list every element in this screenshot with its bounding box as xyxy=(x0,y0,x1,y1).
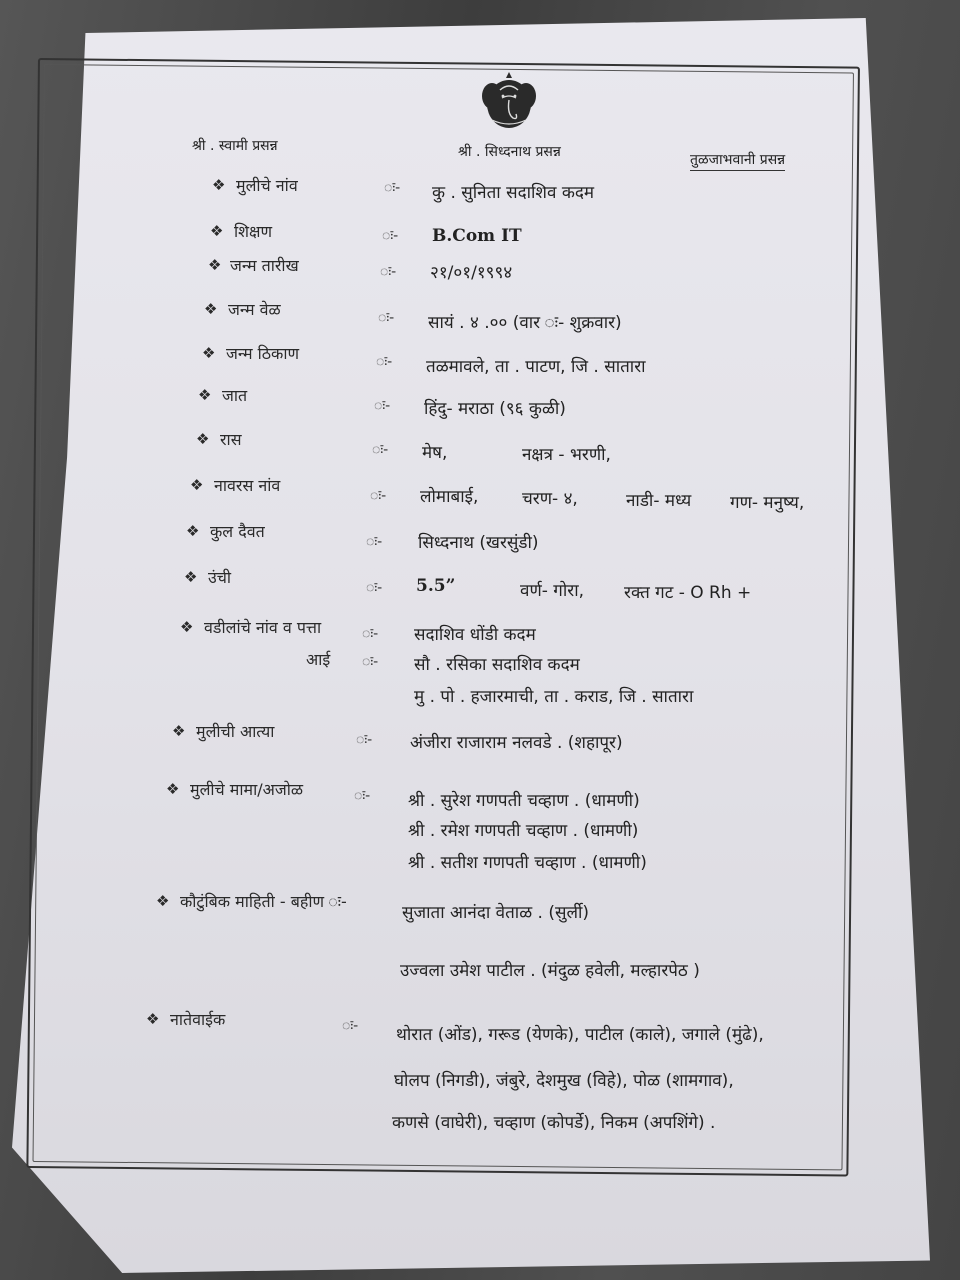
bullet-icon: ❖ xyxy=(184,568,198,586)
separator: ः- xyxy=(354,788,371,804)
bullet-icon: ❖ xyxy=(198,386,212,404)
charan-value: चरण- ४, xyxy=(522,489,578,509)
dob-value: २१/०१/१९९४ xyxy=(430,263,513,283)
aunt-value: अंजीरा राजाराम नलवडे . (शहापूर) xyxy=(410,733,623,753)
navras-label: नावरस नांव xyxy=(214,476,281,495)
family-label: कौटुंबिक माहिती - बहीण ः- xyxy=(180,892,347,911)
separator: ः- xyxy=(362,626,379,642)
family-value: उज्वला उमेश पाटील . (मंदुळ हवेली, मल्हारपेठ ) xyxy=(400,961,700,981)
header-center: श्री . सिध्दनाथ प्रसन्न xyxy=(458,144,561,160)
bullet-icon: ❖ xyxy=(210,222,224,240)
name-value: कु . सुनिता सदाशिव कदम xyxy=(432,183,595,203)
separator: ः- xyxy=(380,264,397,280)
rashi-value: मेष, xyxy=(422,443,448,463)
bullet-icon: ❖ xyxy=(156,892,170,910)
name-label: मुलीचे नांव xyxy=(236,176,298,195)
maternal-label: मुलीचे मामा/अजोळ xyxy=(190,780,304,799)
separator: ः- xyxy=(356,732,373,748)
separator: ः- xyxy=(378,310,395,326)
separator: ः- xyxy=(376,354,393,370)
blood-group-value: रक्त गट - O Rh + xyxy=(624,583,752,603)
address-value: मु . पो . हजारमाची, ता . कराड, जि . सातारा xyxy=(414,687,694,707)
separator: ः- xyxy=(370,488,387,504)
bullet-icon: ❖ xyxy=(166,780,180,798)
height-label: उंची xyxy=(208,568,232,587)
father-value: सदाशिव धोंडी कदम xyxy=(414,625,536,645)
separator: ः- xyxy=(366,534,383,550)
caste-value: हिंदु- मराठा (९६ कुळी) xyxy=(424,399,566,419)
separator: ः- xyxy=(374,398,391,414)
height-value: 5.5” xyxy=(416,576,456,596)
birth-place-value: तळमावले, ता . पाटण, जि . सातारा xyxy=(426,357,646,377)
separator: ः- xyxy=(384,180,401,196)
header-left: श्री . स्वामी प्रसन्न xyxy=(192,138,278,154)
bullet-icon: ❖ xyxy=(208,256,222,274)
navras-value: लोमाबाई, xyxy=(420,487,479,507)
complexion-value: वर्ण- गोरा, xyxy=(520,581,585,601)
bullet-icon: ❖ xyxy=(202,344,216,362)
separator: ः- xyxy=(372,442,389,458)
nadi-value: नाडी- मध्य xyxy=(626,491,692,511)
mother-label: आई xyxy=(306,650,331,669)
bullet-icon: ❖ xyxy=(204,300,218,318)
kuldaivat-value: सिध्दनाथ (खरसुंडी) xyxy=(418,533,539,553)
relatives-value: थोरात (ओंड), गरूड (येणके), पाटील (काले), जगाले (मुंढे), xyxy=(396,1025,764,1045)
father-label: वडीलांचे नांव व पत्ता xyxy=(204,618,322,637)
separator: ः- xyxy=(362,654,379,670)
birth-time-value: सायं . ४ .०० (वार ः- शुक्रवार) xyxy=(428,313,622,333)
kuldaivat-label: कुल दैवत xyxy=(210,522,265,541)
ganesha-emblem-icon xyxy=(478,70,540,132)
maternal-value: श्री . रमेश गणपती चव्हाण . (धामणी) xyxy=(408,821,639,841)
mother-value: सौ . रसिका सदाशिव कदम xyxy=(414,655,580,675)
family-value: सुजाता आनंदा वेताळ . (सुर्ली) xyxy=(402,903,590,923)
aunt-label: मुलीची आत्या xyxy=(196,722,275,741)
maternal-value: श्री . सुरेश गणपती चव्हाण . (धामणी) xyxy=(408,791,640,811)
rashi-label: रास xyxy=(220,430,242,449)
maternal-value: श्री . सतीश गणपती चव्हाण . (धामणी) xyxy=(408,853,647,873)
header-right: तुळजाभवानी प्रसन्न xyxy=(690,150,785,171)
bullet-icon: ❖ xyxy=(196,430,210,448)
education-label: शिक्षण xyxy=(234,222,273,241)
bullet-icon: ❖ xyxy=(190,476,204,494)
dob-label: जन्म तारीख xyxy=(230,256,299,275)
bullet-icon: ❖ xyxy=(186,522,200,540)
bullet-icon: ❖ xyxy=(212,176,226,194)
separator: ः- xyxy=(382,228,399,244)
caste-label: जात xyxy=(222,386,248,405)
separator: ः- xyxy=(366,580,383,596)
education-value: B.Com IT xyxy=(432,226,522,246)
bullet-icon: ❖ xyxy=(146,1010,160,1028)
birth-time-label: जन्म वेळ xyxy=(228,300,281,319)
birth-place-label: जन्म ठिकाण xyxy=(226,344,300,363)
relatives-label: नातेवाईक xyxy=(170,1010,226,1029)
separator: ः- xyxy=(342,1018,359,1034)
gan-value: गण- मनुष्य, xyxy=(730,493,805,513)
nakshatra-value: नक्षत्र - भरणी, xyxy=(522,445,611,465)
relatives-value: कणसे (वाघेरी), चव्हाण (कोपर्डे), निकम (अपशिंगे) . xyxy=(392,1113,716,1133)
bullet-icon: ❖ xyxy=(172,722,186,740)
relatives-value: घोलप (निगडी), जंबुरे, देशमुख (विहे), पोळ (शामगाव), xyxy=(394,1071,734,1091)
bullet-icon: ❖ xyxy=(180,618,194,636)
